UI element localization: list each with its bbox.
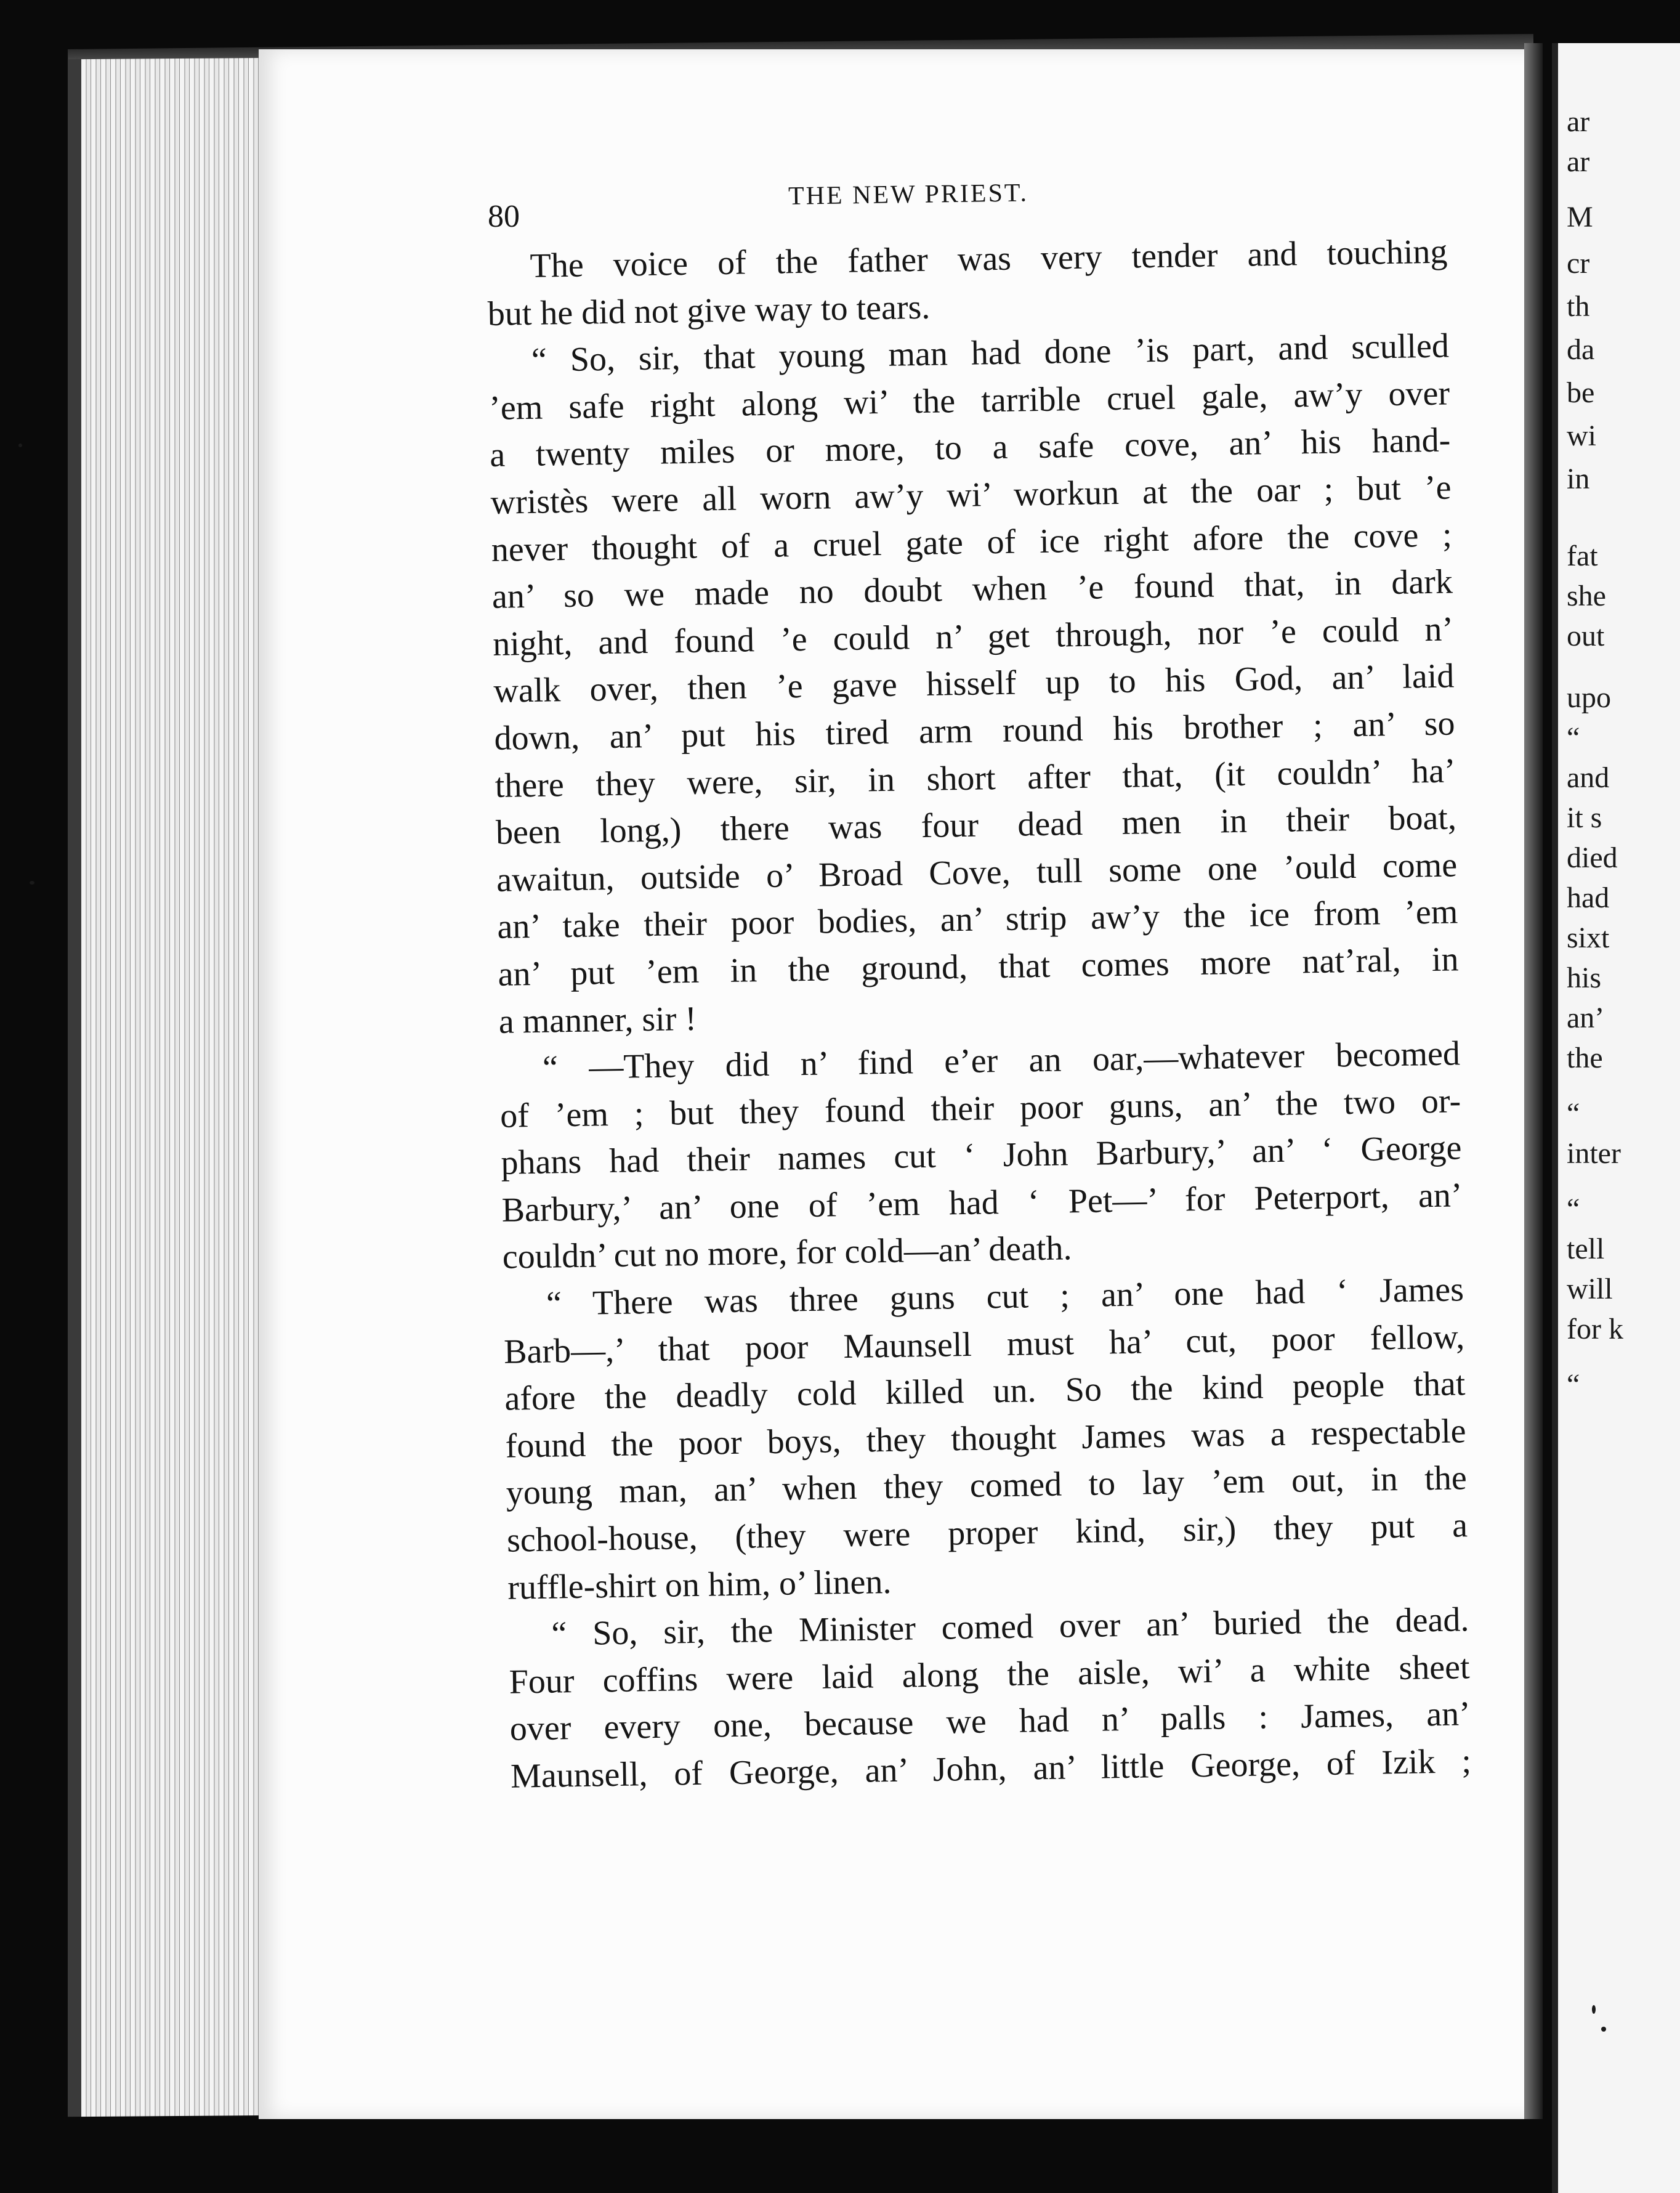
text-line: an’ put ’em in the ground, that comes more nat’ral, in	[498, 940, 1459, 994]
text-line: walk over, then ’e gave hisself up to his God, an’ laid	[493, 657, 1455, 711]
facing-text-fragment: da	[1567, 333, 1595, 366]
scan-speck	[30, 881, 34, 885]
facing-text-fragment: she	[1567, 580, 1606, 612]
facing-text-fragment: ar	[1567, 145, 1590, 178]
text-line: never thought of a cruel gate of ice right afore the cove ;	[491, 516, 1453, 569]
body-text	[487, 228, 1472, 1800]
facing-text-fragment: had	[1567, 882, 1610, 914]
text-line: wristès were all worn aw’y wi’ workun at the oar ; but ’e	[490, 468, 1452, 522]
page-number: 80	[488, 199, 520, 234]
facing-text-fragment: will	[1567, 1273, 1613, 1305]
facing-text-fragment: tell	[1567, 1233, 1605, 1265]
facing-text-fragment: be	[1567, 376, 1595, 409]
text-line: afore the deadly cold killed un. So the kind people that	[504, 1364, 1466, 1419]
facing-text-fragment: sixt	[1567, 922, 1610, 954]
text-line: phans had their names cut ‘ John Barbury,’ an’ ‘ George	[500, 1129, 1462, 1183]
facing-text-fragment: wi	[1567, 420, 1596, 452]
text-line: “ So, sir, the Minister comed over an’ buried the dead.	[551, 1600, 1469, 1653]
gutter-shadow	[1524, 43, 1543, 2119]
text-line: The voice of the father was very tender and touching	[530, 232, 1448, 285]
page-edge-stack	[68, 58, 285, 2117]
facing-text-fragment: cr	[1567, 247, 1590, 280]
text-line: a manner, sir !	[498, 999, 697, 1041]
facing-text-fragment: his	[1567, 962, 1602, 994]
facing-text-fragment: inter	[1567, 1137, 1621, 1170]
facing-text-fragment: it s	[1567, 801, 1602, 834]
text-line: of ’em ; but they found their poor guns, an’ the two or-	[499, 1082, 1461, 1135]
text-line: there they were, sir, in short after that, (it couldn’ ha’	[495, 751, 1456, 805]
text-line: an’ take their poor bodies, an’ strip aw’y the ice from ’em	[496, 893, 1458, 947]
text-line: couldn’ cut no more, for cold—an’ death.	[502, 1229, 1072, 1277]
text-line: awaitun, outside o’ Broad Cove, tull some one ’ould come	[496, 846, 1458, 899]
running-head: THE NEW PRIEST.	[788, 179, 1029, 211]
scan-speck	[1601, 2027, 1606, 2032]
facing-text-fragment: “	[1567, 1097, 1580, 1130]
facing-text-fragment: an’	[1567, 1002, 1605, 1034]
facing-text-fragment: “	[1567, 1368, 1580, 1401]
text-line: “ So, sir, that young man had done ’is part, and sculled	[531, 326, 1450, 380]
text-line: Four coffins were laid along the aisle, wi’ a white sheet	[509, 1648, 1470, 1701]
text-line: found the poor boys, they thought James was a respectable	[505, 1412, 1466, 1465]
facing-text-fragment: for k	[1567, 1313, 1623, 1345]
text-line: Barb—,’ that poor Maunsell must ha’ cut, poor fellow,	[503, 1317, 1465, 1371]
facing-text-fragment: “	[1567, 1193, 1580, 1225]
text-line: over every one, because we had n’ palls : James, an’	[509, 1695, 1471, 1749]
facing-text-fragment: fat	[1567, 540, 1598, 572]
text-line: Maunsell, of George, an’ John, an’ little George, of Izik ;	[510, 1742, 1472, 1796]
facing-text-fragment: in	[1567, 463, 1590, 495]
scan-speck	[1592, 2005, 1596, 2014]
text-line: but he did not give way to tears.	[487, 288, 931, 333]
text-line: school-house, (they were proper kind, sir,) they put a	[506, 1506, 1468, 1560]
facing-page-fragment	[1552, 43, 1680, 2193]
facing-text-fragment: “	[1567, 721, 1580, 754]
text-line: been long,) there was four dead men in their boat,	[495, 798, 1457, 853]
text-line: night, and found ’e could n’ get through, nor ’e could n’	[492, 610, 1454, 663]
text-line: down, an’ put his tired arm round his brother ; an’ so	[494, 704, 1455, 758]
text-line: an’ so we made no doubt when ’e found that, in dark	[491, 562, 1453, 617]
text-line: “ —They did n’ find e’er an oar,—whatever becomed	[542, 1034, 1461, 1087]
scan-speck	[18, 444, 22, 447]
text-line: young man, an’ when they comed to lay ’em out, in the	[506, 1459, 1468, 1513]
text-line: a twenty miles or more, to a safe cove, an’ his hand-	[489, 421, 1451, 475]
text-line: “ There was three guns cut ; an’ one had ‘ James	[546, 1270, 1464, 1323]
facing-text-fragment: out	[1567, 620, 1605, 652]
facing-text-fragment: and	[1567, 761, 1610, 794]
facing-text-fragment: upo	[1567, 681, 1611, 714]
facing-text-fragment: the	[1567, 1042, 1603, 1074]
text-line: ruffle-shirt on him, o’ linen.	[507, 1562, 892, 1607]
facing-text-fragment: th	[1567, 290, 1590, 323]
facing-text-fragment: died	[1567, 841, 1618, 874]
facing-text-fragment: M	[1567, 201, 1593, 233]
text-line: ’em safe right along wi’ the tarrible cruel gale, aw’y over	[488, 374, 1450, 428]
facing-text-fragment: ar	[1567, 105, 1590, 138]
text-line: Barbury,’ an’ one of ’em had ‘ Pet—’ for Peterport, an’	[501, 1176, 1463, 1230]
